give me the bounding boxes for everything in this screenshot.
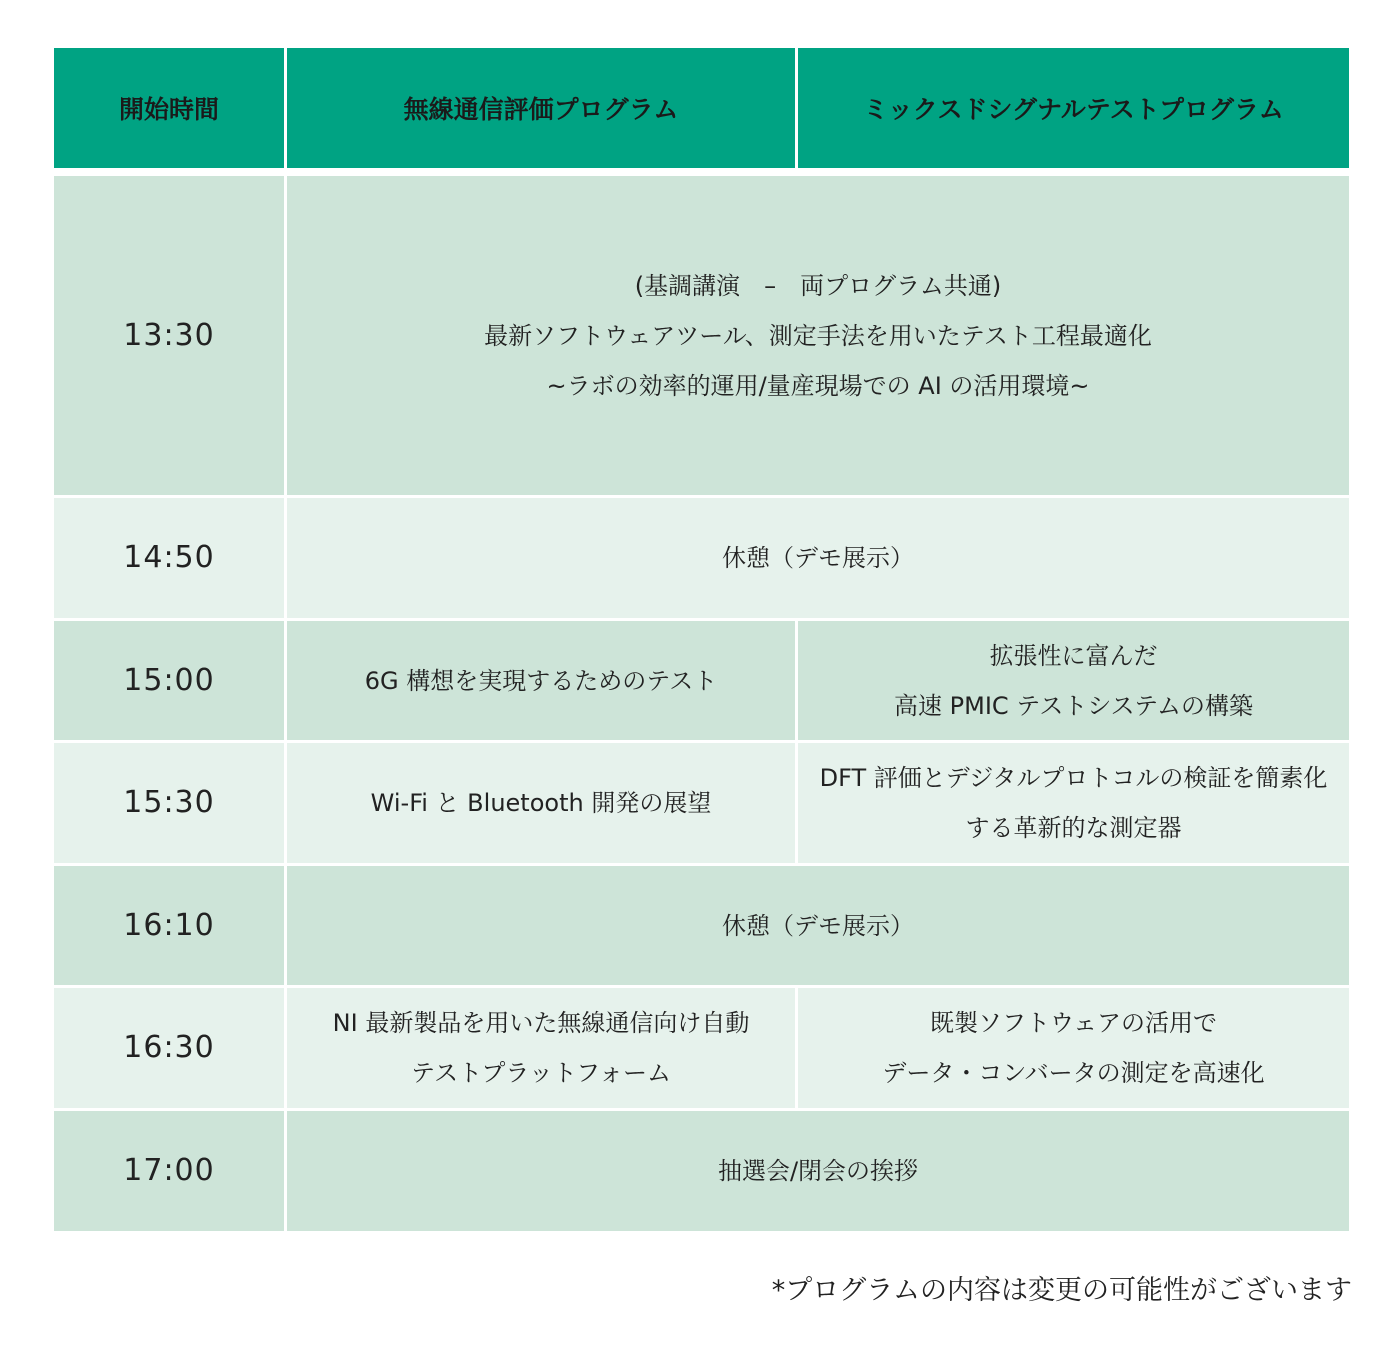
time-cell: 16:10 (54, 866, 287, 988)
footnote: *プログラムの内容は変更の可能性がございます (771, 1275, 1352, 1306)
session-line: 既製ソフトウェアの活用で (929, 1009, 1218, 1037)
wireless-session-cell (287, 743, 798, 866)
break-session-cell (287, 498, 1349, 621)
session-line: データ・コンバータの測定を高速化 (882, 1059, 1265, 1087)
session-line: DFT 評価とデジタルプロトコルの検証を簡素化 (819, 764, 1328, 792)
header-start-time: 開始時間 (54, 48, 287, 176)
time-cell: 17:00 (54, 1111, 287, 1231)
session-line: (基調講演 – 両プログラム共通) (634, 271, 1002, 300)
session-line: ~ラボの効率的運用/量産現場での AI の活用環境~ (546, 371, 1090, 400)
table-row (54, 498, 1349, 621)
mixed-signal-session-cell (798, 743, 1349, 866)
table-row (54, 621, 1349, 743)
session-line: 高速 PMIC テストシステムの構築 (894, 691, 1253, 720)
table-row (54, 988, 1349, 1111)
mixed-signal-session-cell (798, 621, 1349, 743)
session-line: NI 最新製品を用いた無線通信向け自動 (332, 1009, 750, 1037)
mixed-signal-session-cell (798, 988, 1349, 1111)
session-line: 休憩（デモ展示） (722, 911, 914, 940)
session-line: 抽選会/閉会の挨拶 (717, 1157, 919, 1185)
keynote-session-cell (287, 176, 1349, 498)
wireless-session-cell (287, 988, 798, 1111)
session-line: 最新ソフトウェアツール、測定手法を用いたテスト工程最適化 (484, 321, 1152, 350)
time-cell: 13:30 (54, 176, 287, 498)
session-line: Wi-Fi と Bluetooth 開発の展望 (370, 789, 712, 817)
time-cell: 16:30 (54, 988, 287, 1111)
table-row (54, 1111, 1349, 1231)
time-cell: 15:30 (54, 743, 287, 866)
wireless-session-cell (287, 621, 798, 743)
session-line: テストプラットフォーム (411, 1059, 671, 1087)
time-cell: 15:00 (54, 621, 287, 743)
table-header-row (54, 48, 1349, 176)
session-line: する革新的な測定器 (965, 814, 1182, 842)
session-line: 6G 構想を実現するためのテスト (364, 666, 718, 695)
table-row (54, 866, 1349, 988)
break-session-cell (287, 866, 1349, 988)
header-mixed-signal-program: ミックスドシグナルテストプログラム (798, 48, 1349, 176)
session-line: 拡張性に富んだ (989, 641, 1158, 670)
header-wireless-program: 無線通信評価プログラム (287, 48, 798, 176)
session-line: 休憩（デモ展示） (722, 544, 914, 572)
table-row (54, 743, 1349, 866)
closing-session-cell (287, 1111, 1349, 1231)
program-schedule-table (54, 48, 1349, 1231)
table-row (54, 176, 1349, 498)
time-cell: 14:50 (54, 498, 287, 621)
